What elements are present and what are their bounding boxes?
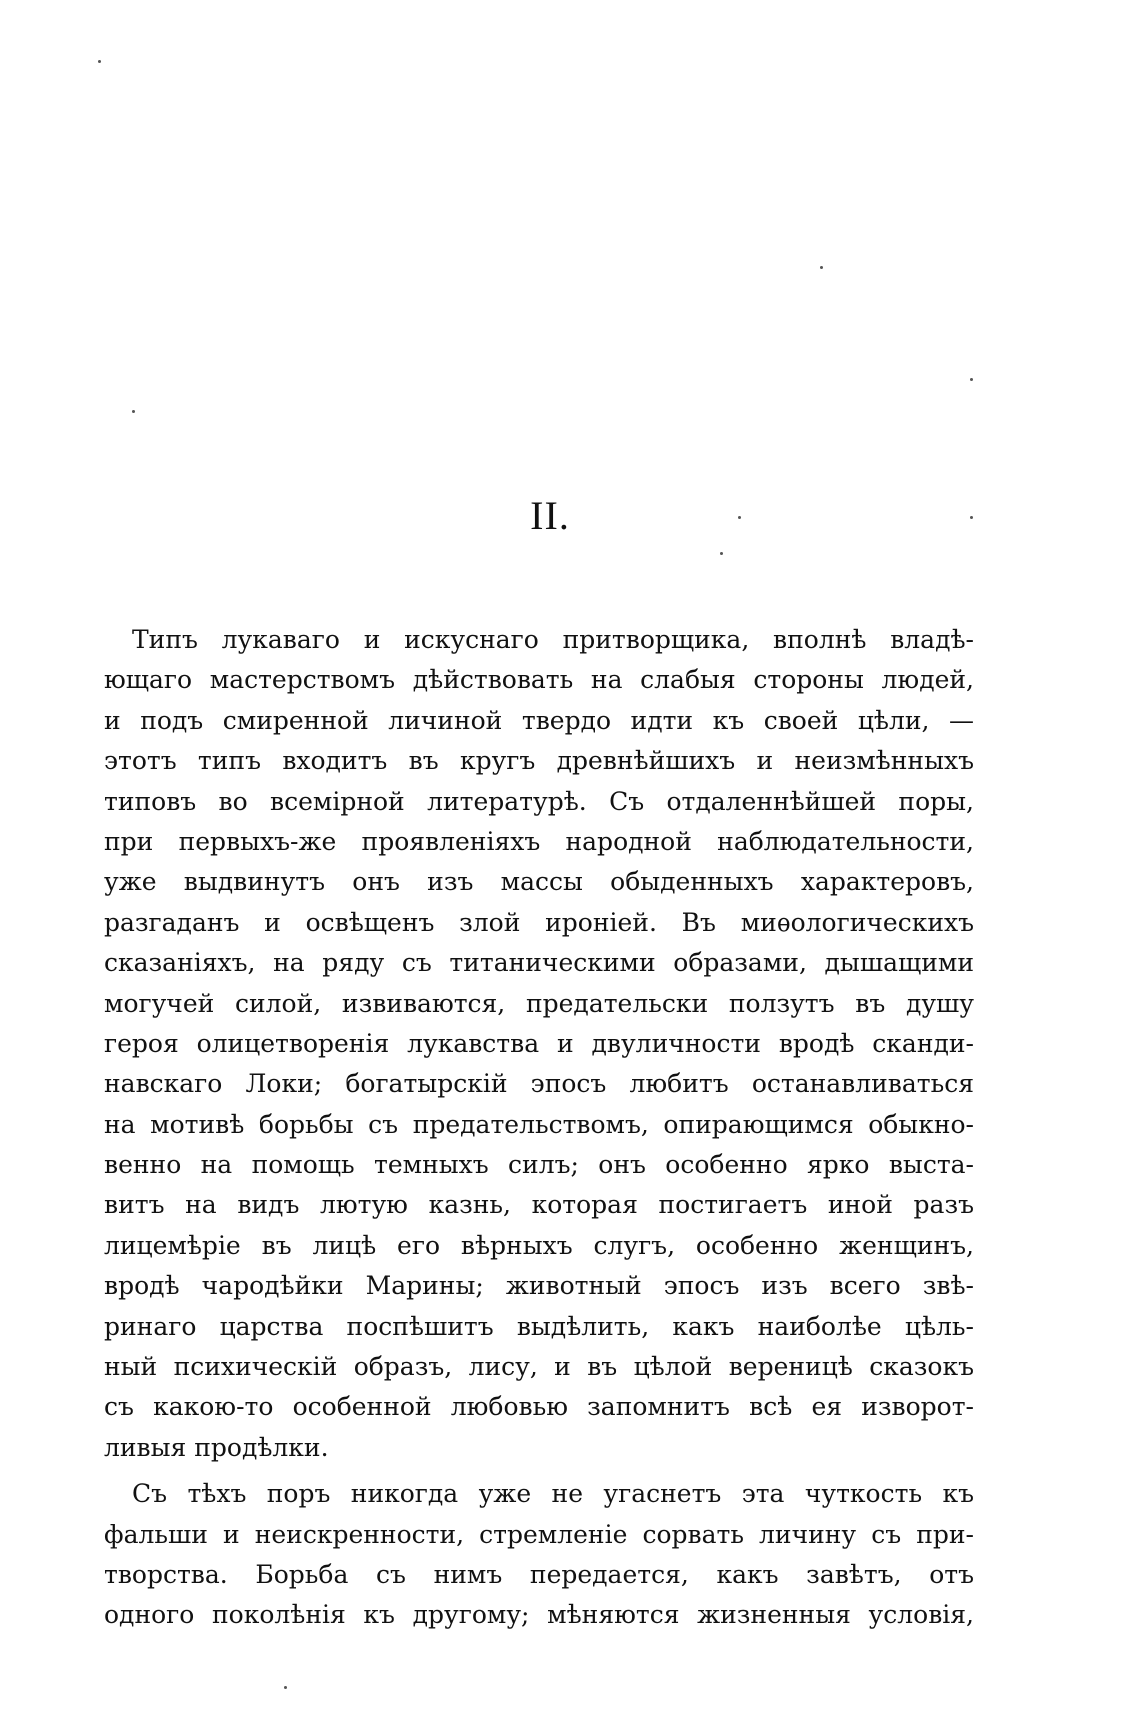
text-line: разгаданъ и освѣщенъ злой ироніей. Въ миѳологическихъ — [104, 907, 974, 937]
text-line: фальши и неискренности, стремленіе сорвать личину съ при- — [104, 1519, 974, 1549]
text-line: типовъ во всемірной литературѣ. Съ отдаленнѣйшей поры, — [104, 786, 974, 816]
scan-speck — [284, 1686, 287, 1689]
text-line: Типъ лукаваго и искуснаго притворщика, вполнѣ владѣ- — [132, 625, 974, 654]
text-line: могучей силой, извиваются, предательски ползутъ въ душу — [104, 988, 974, 1018]
scan-speck — [98, 60, 101, 63]
scan-speck — [970, 378, 973, 381]
text-line: ринаго царства поспѣшитъ выдѣлить, какъ наиболѣе цѣль- — [104, 1311, 974, 1341]
text-line: при первыхъ-же проявленіяхъ народной наблюдательности, — [104, 826, 974, 856]
text-line: одного поколѣнія къ другому; мѣняются жизненныя условія, — [104, 1600, 974, 1630]
paragraph — [104, 1474, 974, 1636]
body-text — [104, 620, 974, 1636]
text-line: на мотивѣ борьбы съ предательствомъ, опирающимся обыкно- — [104, 1109, 974, 1139]
text-line: витъ на видъ лютую казнь, которая постигаетъ иной разъ — [104, 1190, 974, 1220]
text-line: Съ тѣхъ поръ никогда уже не угаснетъ эта чуткость къ — [132, 1479, 974, 1509]
text-line: вродѣ чародѣйки Марины; животный эпосъ изъ всего звѣ- — [104, 1271, 974, 1301]
scan-speck — [132, 410, 135, 413]
text-line: ющаго мастерствомъ дѣйствовать на слабыя стороны людей, — [104, 665, 974, 695]
scan-speck — [720, 552, 723, 555]
text-line: героя олицетворенія лукавства и двуличности вродѣ сканди- — [104, 1028, 974, 1058]
scan-speck — [820, 266, 823, 269]
text-line: и подъ смиренной личиной твердо идти къ своей цѣли, — — [104, 705, 974, 735]
text-line: творства. Борьба съ нимъ передается, какъ завѣтъ, отъ — [104, 1559, 974, 1589]
text-line: уже выдвинутъ онъ изъ массы обыденныхъ характеровъ, — [104, 867, 974, 897]
text-line: ный психическій образъ, лису, и въ цѣлой вереницѣ сказокъ — [104, 1352, 974, 1382]
text-line: этотъ типъ входитъ въ кругъ древнѣйшихъ и неизмѣнныхъ — [104, 746, 974, 776]
text-line: ливыя продѣлки. — [104, 1432, 329, 1462]
text-line: сказаніяхъ, на ряду съ титаническими образами, дышащими — [104, 948, 974, 978]
text-line: венно на помощь темныхъ силъ; онъ особенно ярко выста- — [104, 1150, 974, 1180]
text-line: съ какою-то особенной любовью запомнитъ всѣ ея изворот- — [104, 1392, 974, 1422]
paragraph — [104, 620, 974, 1468]
text-line: навскаго Локи; богатырскій эпосъ любитъ останавливаться — [104, 1069, 974, 1099]
chapter-heading: II. — [530, 493, 570, 538]
text-line: лицемѣріе въ лицѣ его вѣрныхъ слугъ, особенно женщинъ, — [104, 1230, 974, 1260]
